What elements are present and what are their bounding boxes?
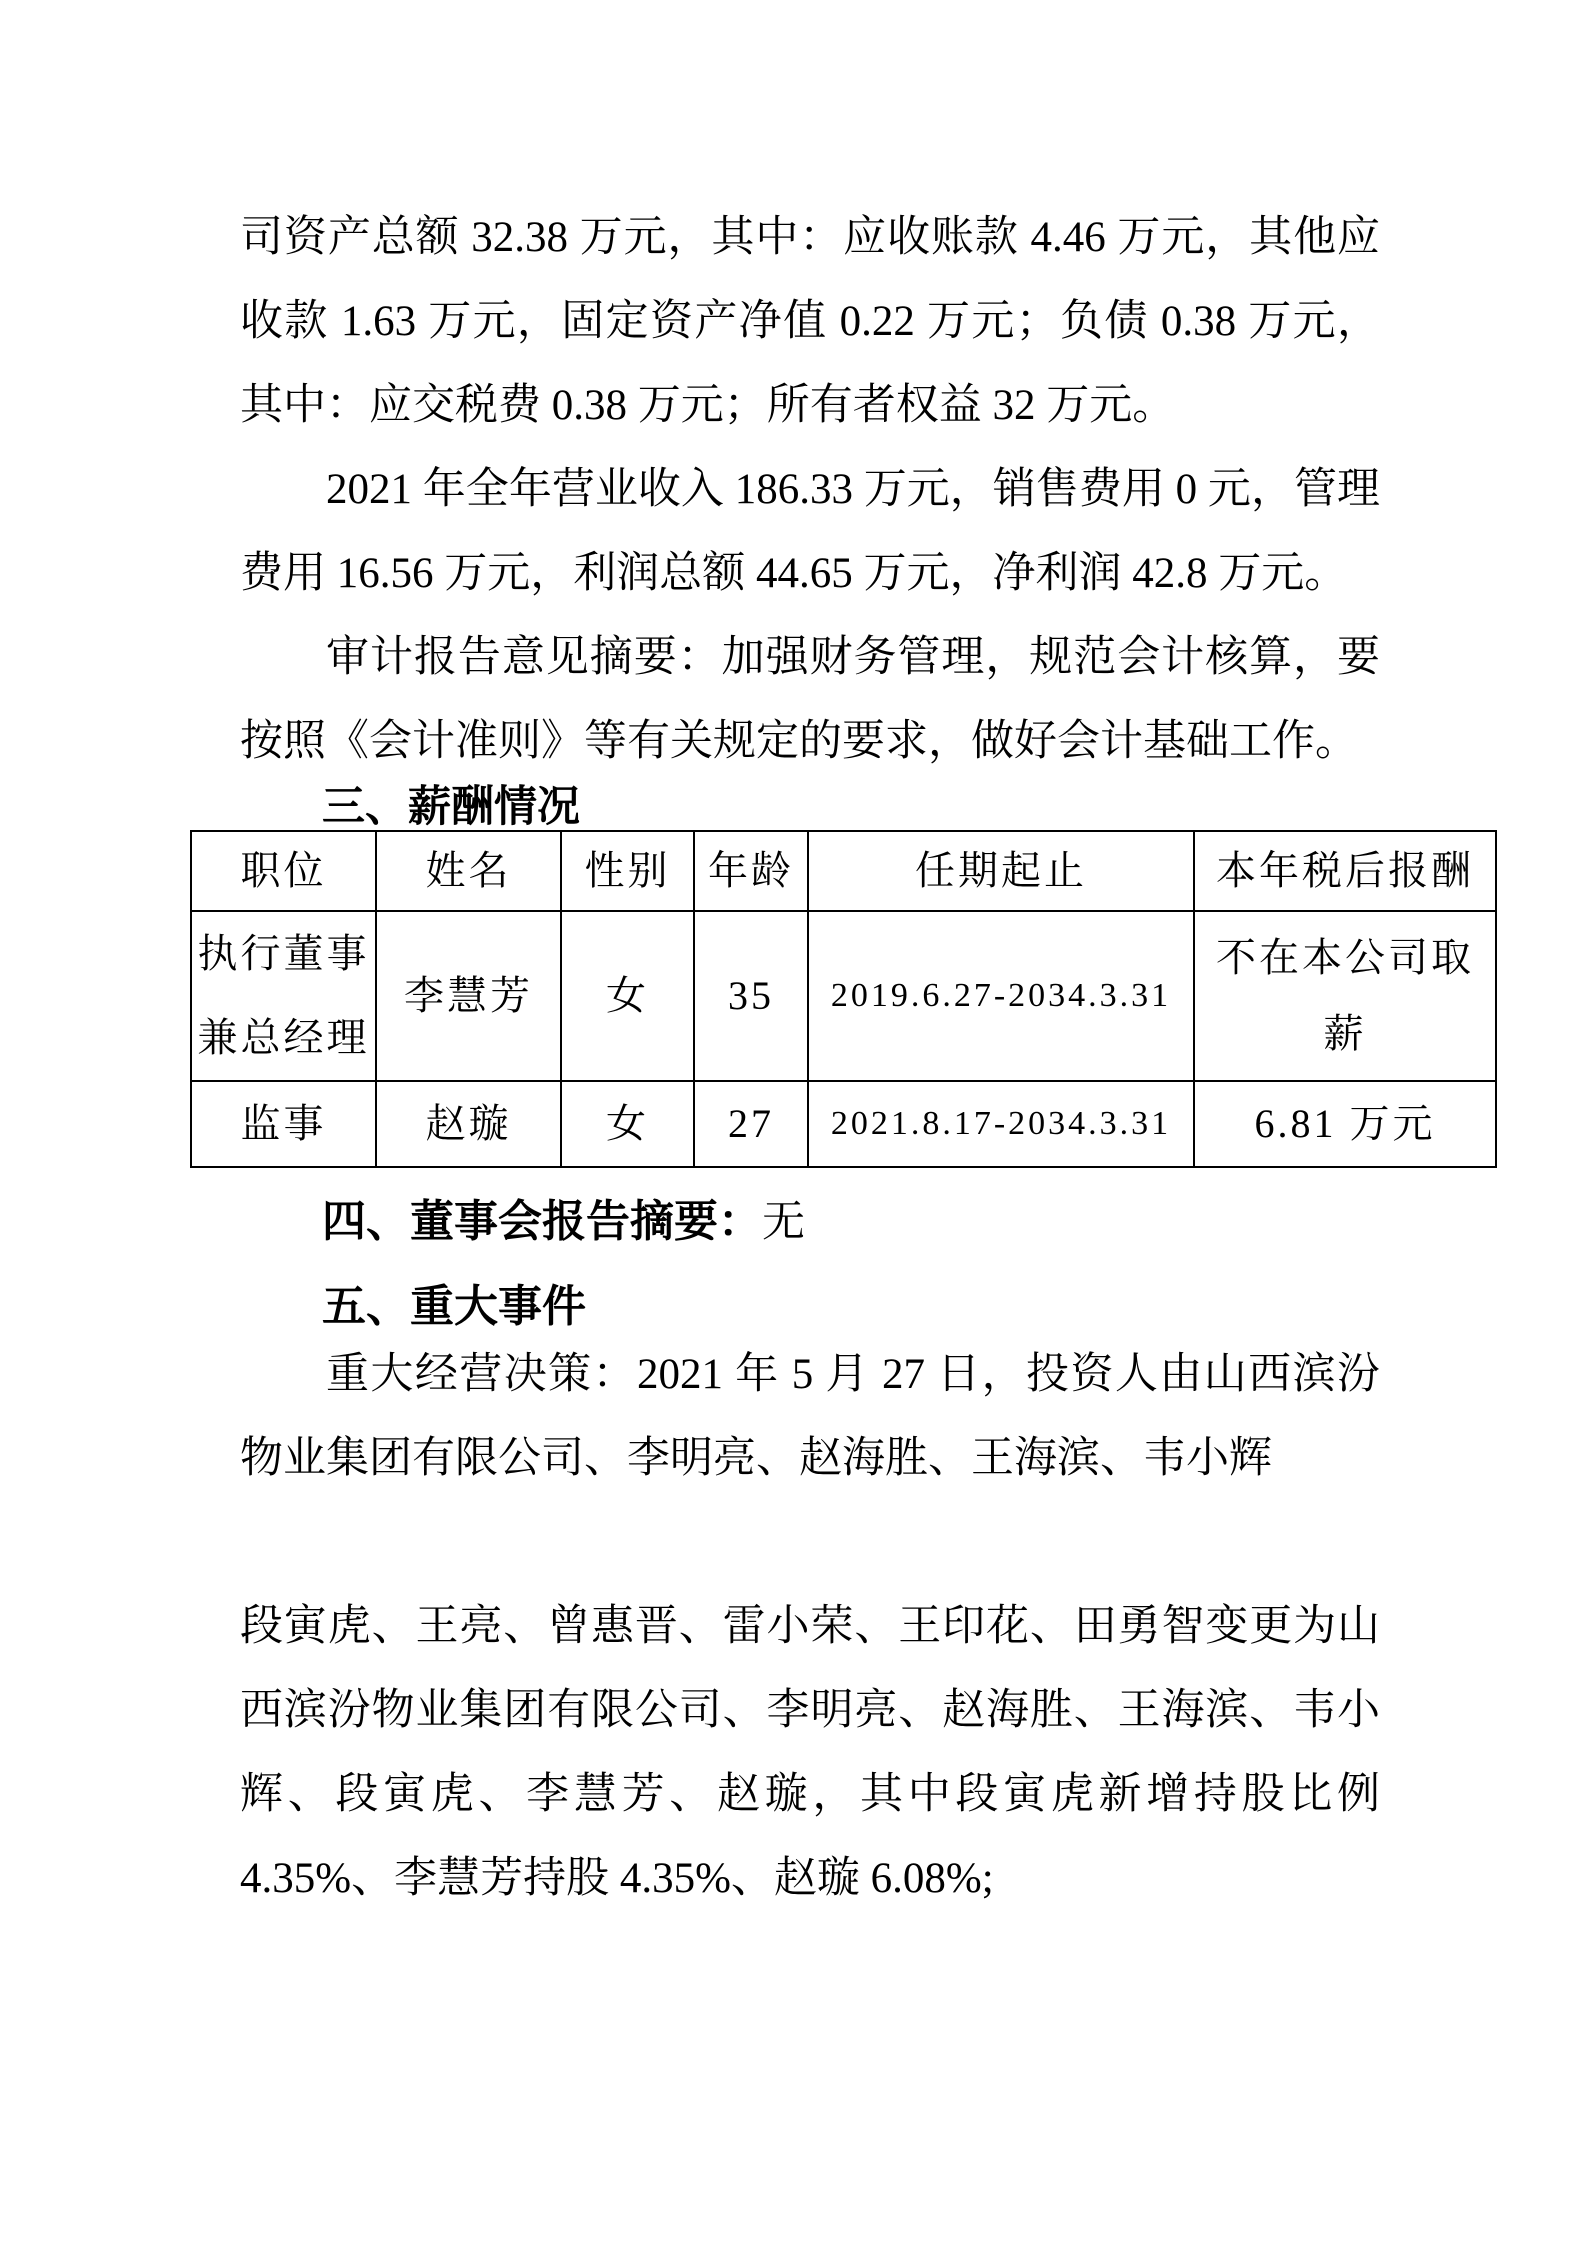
paragraph-investor-change: 段寅虎、王亮、曾惠晋、雷小荣、王印花、田勇智变更为山西滨汾物业集团有限公司、李明亮、赵海胜、王海滨、韦小辉、段寅虎、李慧芳、赵璇，其中段寅虎新增持股比例 4.35%、李慧芳持股 4.35%、赵璇 6.08%;	[240, 1603, 1380, 1902]
header-name: 姓名	[376, 831, 561, 911]
cell-gender: 女	[561, 911, 694, 1081]
heading-board-report-label: 四、董事会报告摘要：	[322, 1197, 762, 1246]
cell-pay: 6.81 万元	[1194, 1081, 1496, 1167]
cell-term: 2021.8.17-2034.3.31	[808, 1081, 1194, 1167]
cell-age: 35	[694, 911, 808, 1081]
table-row	[191, 1081, 1496, 1167]
position-line: 兼总经理	[197, 1015, 370, 1060]
cell-gender: 女	[561, 1081, 694, 1167]
cell-name: 李慧芳	[376, 911, 561, 1081]
paragraph-assets: 司资产总额 32.38 万元，其中：应收账款 4.46 万元，其他应收款 1.63 万元，固定资产净值 0.22 万元；负债 0.38 万元，其中：应交税费 0.38 万元；所有者权益 32 万元。	[240, 214, 1380, 429]
salary-table	[190, 830, 1497, 1168]
paragraph-major-decision: 重大经营决策：2021 年 5 月 27 日，投资人由山西滨汾物业集团有限公司、李明亮、赵海胜、王海滨、韦小辉	[240, 1351, 1380, 1482]
section-heading-major-events: 五、重大事件	[322, 1282, 586, 1331]
document-body	[197, 196, 1474, 1921]
heading-board-report-value: 无	[762, 1199, 805, 1246]
header-pay: 本年税后报酬	[1194, 831, 1496, 911]
section-heading-board-report	[240, 1184, 1380, 1261]
position-line: 监事	[240, 1101, 327, 1146]
cell-name: 赵璇	[376, 1081, 561, 1167]
paragraph-audit-opinion: 审计报告意见摘要：加强财务管理，规范会计核算，要按照《会计准则》等有关规定的要求，做好会计基础工作。	[240, 634, 1380, 765]
cell-position	[191, 911, 376, 1081]
header-term: 任期起止	[808, 831, 1194, 911]
position-line: 执行董事	[197, 931, 370, 976]
header-age: 年龄	[694, 831, 808, 911]
header-position: 职位	[191, 831, 376, 911]
header-gender: 性别	[561, 831, 694, 911]
paragraph-revenue: 2021 年全年营业收入 186.33 万元，销售费用 0 元，管理费用 16.56 万元，利润总额 44.65 万元，净利润 42.8 万元。	[240, 466, 1380, 597]
cell-age: 27	[694, 1081, 808, 1167]
salary-table-header-row	[191, 831, 1496, 911]
cell-term: 2019.6.27-2034.3.31	[808, 911, 1194, 1081]
cell-position	[191, 1081, 376, 1167]
cell-pay: 不在本公司取薪	[1194, 911, 1496, 1081]
table-row	[191, 911, 1496, 1081]
section-heading-salary: 三、薪酬情况	[322, 783, 580, 831]
